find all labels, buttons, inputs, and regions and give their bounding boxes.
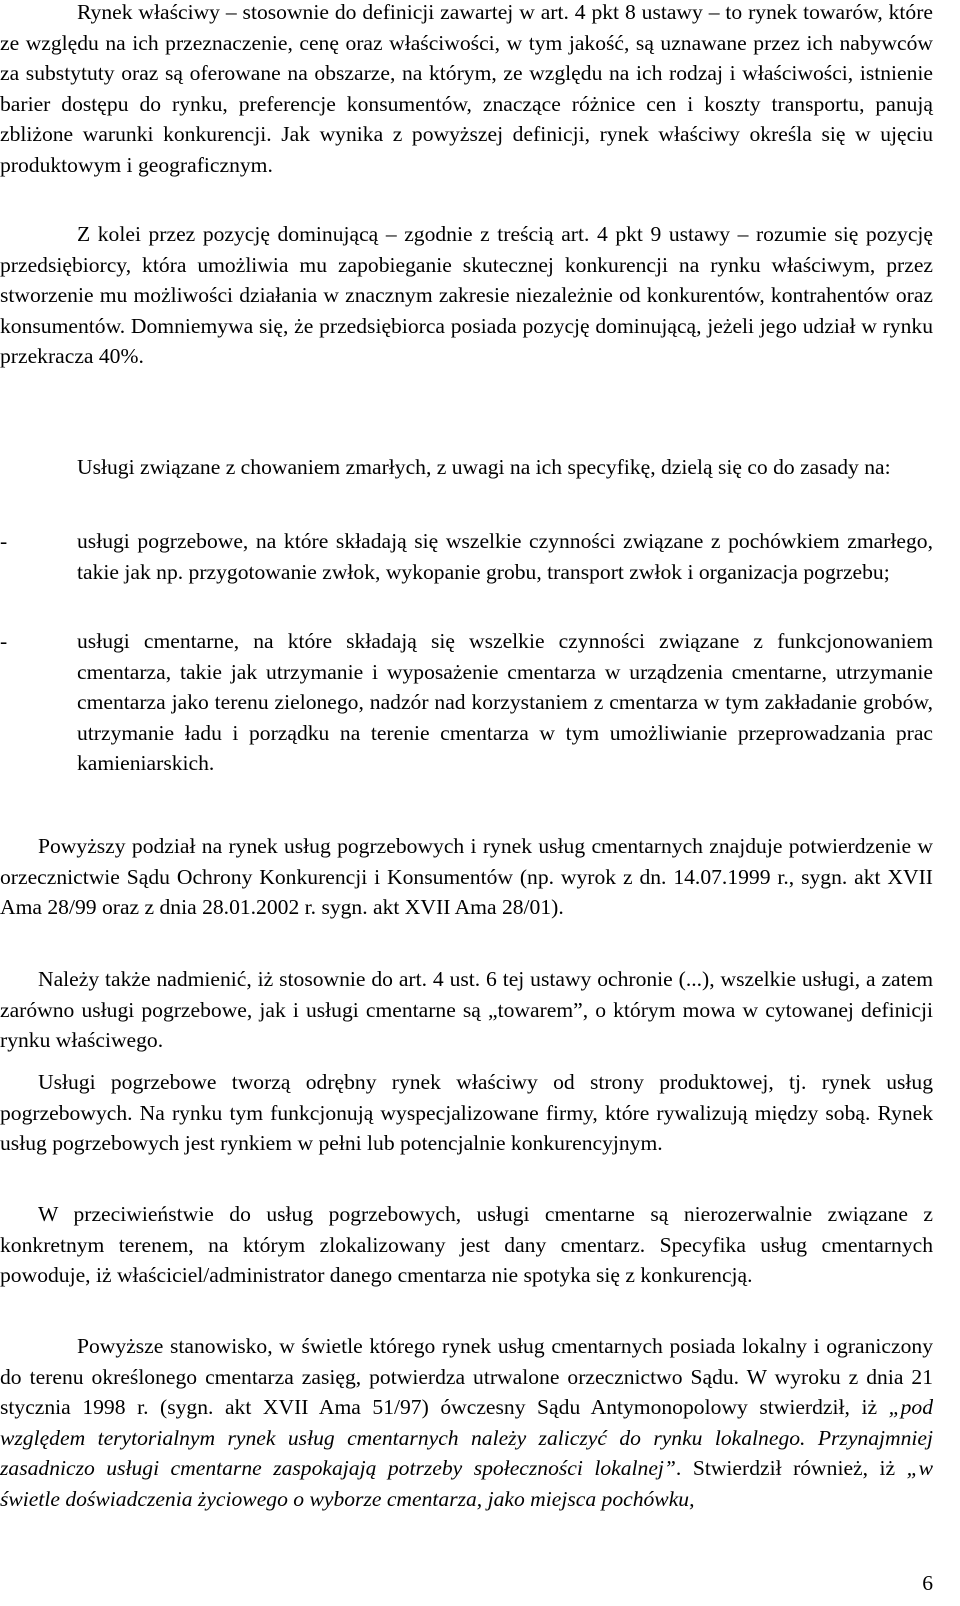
court-position-text-2: . Stwierdził również, iż <box>675 1456 907 1481</box>
court-quote-2: „w świetle doświadczenia życiowego o wyborze cmentarza, jako miejsca pochówku, <box>0 1456 933 1511</box>
list-item-funeral-services <box>0 526 933 587</box>
list-item-cemetery-services <box>0 626 933 779</box>
paragraph-dominant-position: Z kolei przez pozycję dominującą – zgodnie z treścią art. 4 pkt 9 ustawy – rozumie się pozycję przedsiębiorcy, która umożliwia mu zapobieganie skutecznej konkurencji na rynku właściwym, przez stworzenie mu możliwości działania w znacznym zakresie niezależnie od konkurentów, kontrahentów oraz konsumentów. Domniemywa się, że przedsiębiorca posiada pozycję dominującą, jeżeli jego udział w rynku przekracza 40%. <box>0 222 933 369</box>
paragraph-services-as-goods: Należy także nadmienić, iż stosownie do art. 4 ust. 6 tej ustawy ochronie (...), wszelkie usługi, a zatem zarówno usługi pogrzebowe, jak i usługi cmentarne są „towarem”, o którym mowa w cytowanej definicji rynku właściwego. <box>0 967 933 1053</box>
page-number: 6 <box>922 1571 933 1595</box>
court-quote-1: „pod względem terytorialnym rynek usług cmentarnych należy zaliczyć do rynku lokalnego. Przynajmniej zasadniczo usługi cmentarne zaspokajają potrzeby społeczności lokalnej” <box>0 1395 933 1481</box>
court-position-text: Powyższe stanowisko, w świetle którego rynek usług cmentarnych posiada lokalny i ograniczony do terenu określonego cmentarza zasięg, potwierdza utrwalone orzecznictwo Sądu. W wyroku z dnia 21 stycznia 1998 r. (sygn. akt XVII Ama 51/97) ówczesny Sądu Antymonopolowy stwierdził, iż <box>0 1334 933 1420</box>
list-dash: - <box>0 629 8 653</box>
paragraph-case-law-division: Powyższy podział na rynek usług pogrzebowych i rynek usług cmentarnych znajduje potwierdzenie w orzecznictwie Sądu Ochrony Konkurencji i Konsumentów (np. wyrok z dn. 14.07.1999 r., sygn. akt XVII Ama 28/99 oraz z dnia 28.01.2002 r. sygn. akt XVII Ama 28/01). <box>0 834 933 920</box>
paragraph-relevant-market: Rynek właściwy – stosownie do definicji zawartej w art. 4 pkt 8 ustawy – to rynek towarów, które ze względu na ich przeznaczenie, cenę oraz właściwości, w tym jakość, są uznawane przez ich nabywców za substytuty oraz są oferowane na obszarze, na którym, ze względu na ich rodzaj i właściwości, istnienie barier dostępu do rynku, preferencje konsumentów, znaczące różnice cen i koszty transportu, panują zbliżone warunki konkurencji. Jak wynika z powyższej definicji, rynek właściwy określa się w ujęciu produktowym i geograficznym. <box>0 0 933 177</box>
list-item-text: usługi cmentarne, na które składają się wszelkie czynności związane z funkcjonowaniem cmentarza, takie jak utrzymanie i wyposażenie cmentarza w urządzenia cmentarne, utrzymanie cmentarza jako terenu zielonego, nadzór nad korzystaniem z cmentarza w tym zakładanie grobów, utrzymanie ładu i porządku na terenie cmentarza w tym umożliwianie przeprowadzania prac kamieniarskich. <box>77 629 933 776</box>
list-item-text: usługi pogrzebowe, na które składają się wszelkie czynności związane z pochówkiem zmarłego, takie jak np. przygotowanie zwłok, wykopanie grobu, transport zwłok i organizacja pogrzebu; <box>77 529 933 584</box>
paragraph-funeral-market: Usługi pogrzebowe tworzą odrębny rynek właściwy od strony produktowej, tj. rynek usług pogrzebowych. Na rynku tym funkcjonują wyspecjalizowane firmy, które rywalizują między sobą. Rynek usług pogrzebowych jest rynkiem w pełni lub potencjalnie konkurencyjnym. <box>0 1070 933 1156</box>
paragraph-services-division: Usługi związane z chowaniem zmarłych, z uwagi na ich specyfikę, dzielą się co do zasady na: <box>77 455 891 479</box>
paragraph-cemetery-market: W przeciwieństwie do usług pogrzebowych, usługi cmentarne są nierozerwalnie związane z konkretnym terenem, na którym zlokalizowany jest dany cmentarz. Specyfika usług cmentarnych powoduje, iż właściciel/administrator danego cmentarza nie spotyka się z konkurencją. <box>0 1202 933 1288</box>
list-dash: - <box>0 529 8 553</box>
paragraph-court-position <box>0 1331 933 1515</box>
